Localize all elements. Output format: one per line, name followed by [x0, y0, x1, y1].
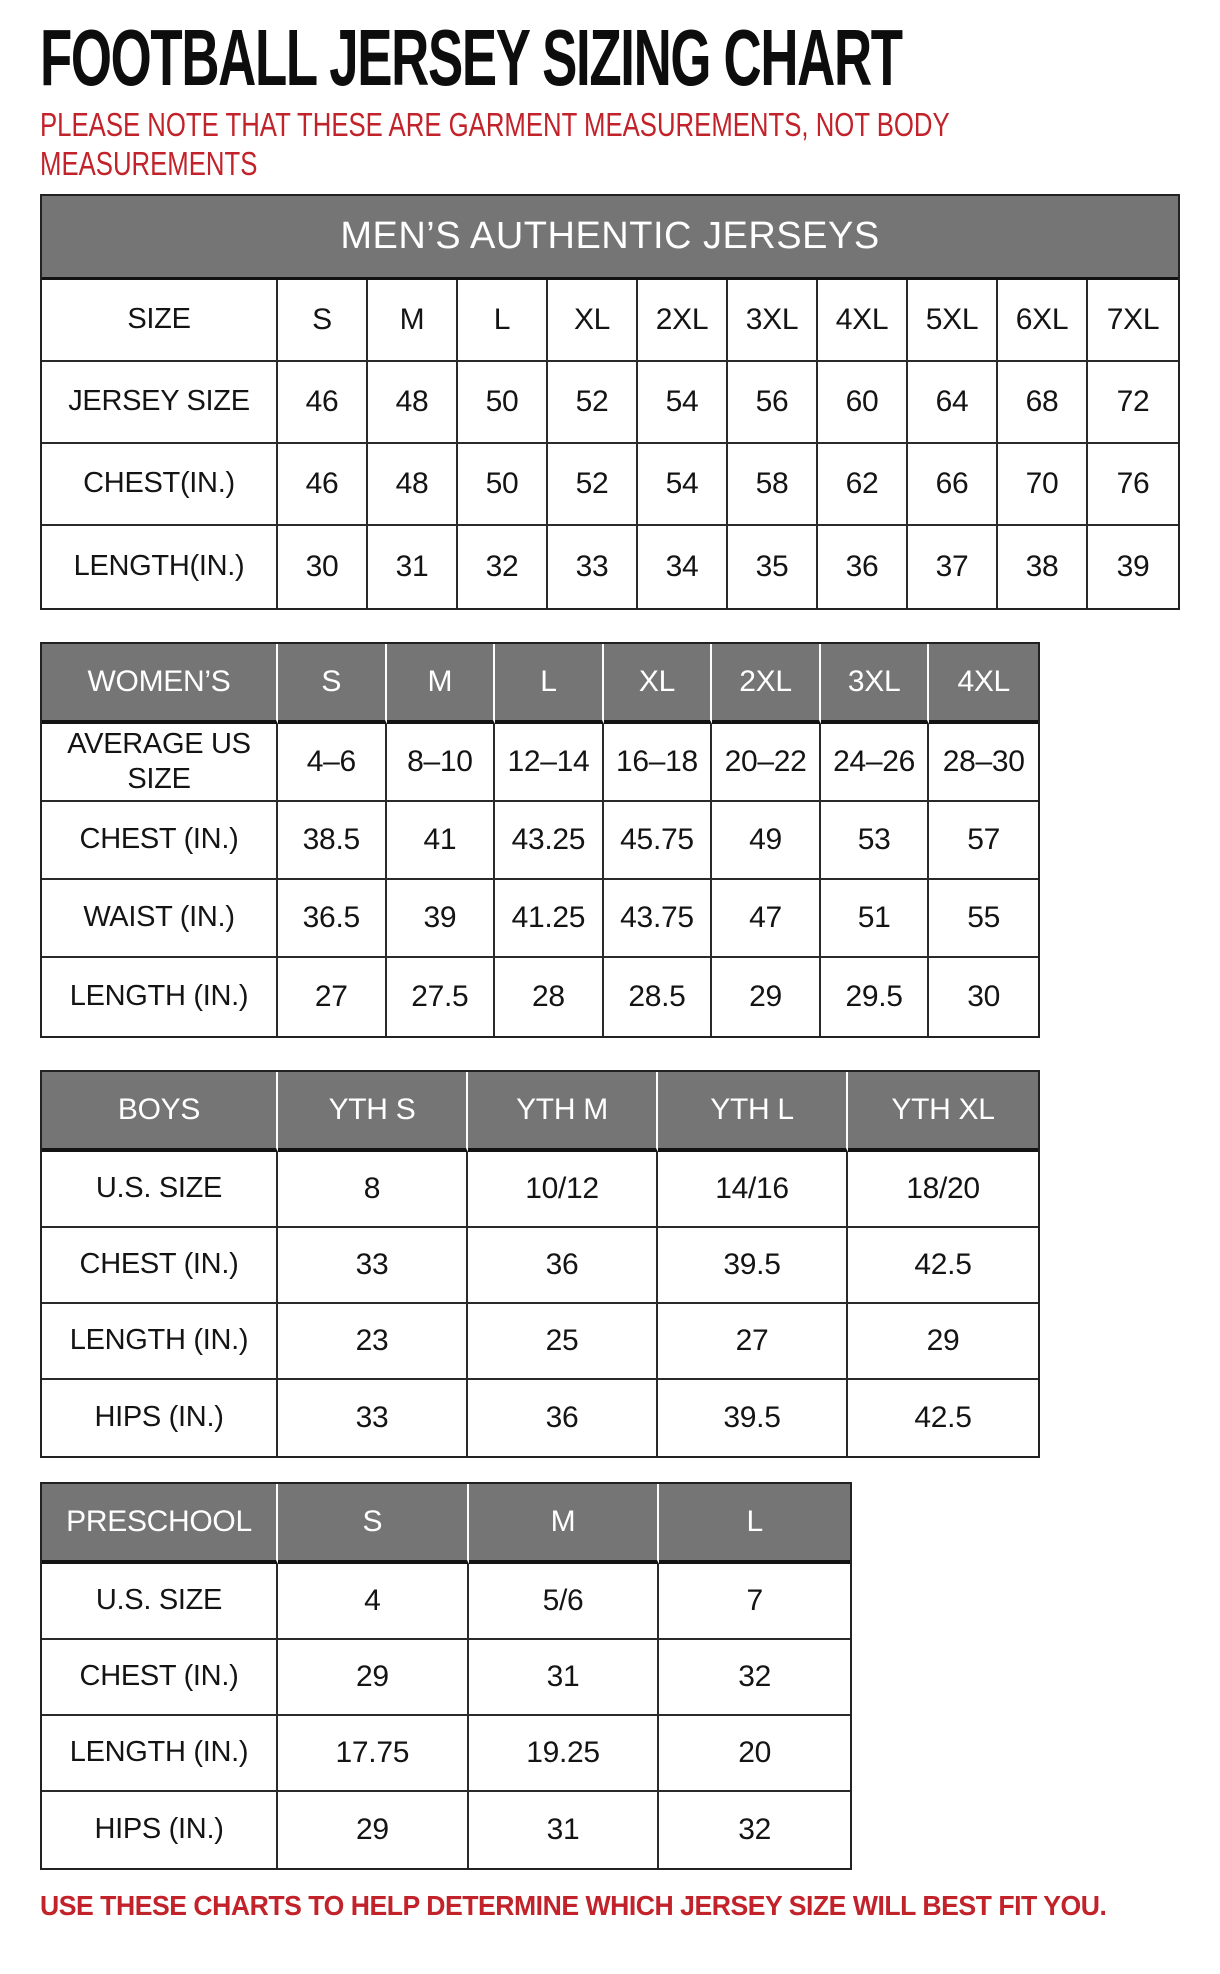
column-header: M	[469, 1484, 660, 1564]
table-cell: 28–30	[929, 724, 1038, 802]
table-cell: 43.75	[604, 880, 713, 958]
table-cell: 76	[1088, 444, 1178, 526]
boys-header-label: BOYS	[42, 1072, 278, 1152]
table-cell: 17.75	[278, 1716, 469, 1792]
table-cell: 72	[1088, 362, 1178, 444]
table-cell: 51	[821, 880, 930, 958]
table-row	[42, 880, 1038, 958]
table-cell: M	[368, 280, 458, 362]
table-cell: 36	[468, 1228, 658, 1304]
table-cell: 70	[998, 444, 1088, 526]
row-label: U.S. SIZE	[42, 1152, 278, 1228]
table-cell: 54	[638, 444, 728, 526]
table-cell: 30	[278, 526, 368, 608]
table-cell: 57	[929, 802, 1038, 880]
boys-jerseys-table	[40, 1070, 1040, 1458]
table-row	[42, 958, 1038, 1036]
row-label: WAIST (IN.)	[42, 880, 278, 958]
table-cell: 25	[468, 1304, 658, 1380]
column-header: 4XL	[929, 644, 1038, 724]
row-label: HIPS (IN.)	[42, 1380, 278, 1456]
page-title: FOOTBALL JERSEY SIZING CHART	[40, 13, 902, 102]
table-cell: 39.5	[658, 1380, 848, 1456]
womens-header-row	[42, 644, 1038, 724]
table-cell: 4XL	[818, 280, 908, 362]
table-cell: 16–18	[604, 724, 713, 802]
row-label: U.S. SIZE	[42, 1564, 278, 1640]
row-label: LENGTH (IN.)	[42, 1304, 278, 1380]
table-cell: 24–26	[821, 724, 930, 802]
table-cell: 32	[738, 1812, 772, 1846]
table-cell: 3XL	[728, 280, 818, 362]
table-cell: 6XL	[998, 280, 1088, 362]
table-cell: 36	[468, 1380, 658, 1456]
table-row	[42, 1380, 1038, 1456]
table-cell: 46	[278, 362, 368, 444]
table-cell: 45.75	[604, 802, 713, 880]
row-label: CHEST (IN.)	[42, 1228, 278, 1304]
table-cell: 33	[278, 1228, 468, 1304]
table-cell: 29	[848, 1304, 1038, 1380]
table-cell: 42.5	[914, 1400, 972, 1434]
table-cell: 68	[998, 362, 1088, 444]
table-cell: 5/6	[469, 1564, 660, 1640]
preschool-header-label: PRESCHOOL	[42, 1484, 278, 1564]
table-cell: 29	[278, 1792, 469, 1868]
table-cell: 35	[728, 526, 818, 608]
table-cell: 36.5	[278, 880, 387, 958]
table-row	[42, 1640, 850, 1716]
table-cell: 55	[929, 880, 1038, 958]
table-cell: 53	[821, 802, 930, 880]
table-cell: 60	[818, 362, 908, 444]
column-header: M	[387, 644, 496, 724]
row-label: LENGTH (IN.)	[42, 1716, 278, 1792]
note-line-1: PLEASE NOTE THAT THESE ARE GARMENT MEASUREMENTS, NOT BODY	[40, 106, 950, 143]
table-cell: 19.25	[469, 1716, 660, 1792]
table-cell: 27.5	[387, 958, 496, 1036]
table-row	[42, 1792, 850, 1868]
table-cell: 14/16	[658, 1152, 848, 1228]
column-header: L	[659, 1484, 850, 1564]
table-cell: 49	[712, 802, 821, 880]
table-cell: 58	[728, 444, 818, 526]
table-cell: 48	[368, 362, 458, 444]
column-header: YTH M	[468, 1072, 658, 1152]
table-cell: 29.5	[821, 958, 930, 1036]
table-cell: 27	[658, 1304, 848, 1380]
footer-note: USE THESE CHARTS TO HELP DETERMINE WHICH JERSEY SIZE WILL BEST FIT YOU.	[40, 1889, 1107, 1921]
table-row	[42, 724, 1038, 802]
column-header: 3XL	[821, 644, 930, 724]
table-cell: 7XL	[1088, 280, 1178, 362]
row-label: HIPS (IN.)	[42, 1792, 278, 1868]
table-cell: 8	[278, 1152, 468, 1228]
table-cell: 4	[278, 1564, 469, 1640]
table-cell: XL	[548, 280, 638, 362]
table-cell: 50	[458, 444, 548, 526]
table-cell: 41.25	[495, 880, 604, 958]
mens-banner-title: MEN’S AUTHENTIC JERSEYS	[42, 196, 1178, 280]
table-cell: 10/12	[468, 1152, 658, 1228]
column-header: YTH XL	[848, 1072, 1038, 1152]
table-cell: 34	[638, 526, 728, 608]
table-cell: L	[458, 280, 548, 362]
table-cell: 54	[638, 362, 728, 444]
table-cell: 33	[278, 1380, 468, 1456]
womens-header-label: WOMEN’S	[42, 644, 278, 724]
table-cell: 41	[387, 802, 496, 880]
table-cell: 47	[712, 880, 821, 958]
boys-header-row	[42, 1072, 1038, 1152]
garment-measurement-note	[40, 106, 950, 184]
table-row	[42, 1716, 850, 1792]
table-cell: 18/20	[848, 1152, 1038, 1228]
table-cell: 39	[1116, 549, 1150, 583]
table-cell: 2XL	[638, 280, 728, 362]
preschool-header-row	[42, 1484, 850, 1564]
column-header: XL	[604, 644, 713, 724]
table-cell: 4–6	[278, 724, 387, 802]
table-cell: 46	[278, 444, 368, 526]
table-cell: 33	[548, 526, 638, 608]
note-line-2: MEASUREMENTS	[40, 144, 258, 182]
row-label: AVERAGE US SIZE	[42, 724, 278, 802]
table-row	[42, 444, 1178, 526]
table-cell: 42.5	[848, 1228, 1038, 1304]
table-cell: 27	[278, 958, 387, 1036]
column-header: L	[495, 644, 604, 724]
table-cell: 31	[368, 526, 458, 608]
table-cell: 23	[278, 1304, 468, 1380]
table-cell: 29	[712, 958, 821, 1036]
table-cell: 7	[659, 1564, 850, 1640]
table-cell: 32	[458, 526, 548, 608]
table-cell: 20	[659, 1716, 850, 1792]
table-cell: 5XL	[908, 280, 998, 362]
table-cell: 31	[469, 1640, 660, 1716]
column-header: S	[278, 644, 387, 724]
table-cell: 28	[495, 958, 604, 1036]
table-cell: 36	[818, 526, 908, 608]
row-label: LENGTH (IN.)	[42, 958, 278, 1036]
table-cell: 30	[967, 979, 1001, 1013]
table-cell: 38.5	[278, 802, 387, 880]
table-row	[42, 1152, 1038, 1228]
table-cell: 8–10	[387, 724, 496, 802]
column-header: 2XL	[712, 644, 821, 724]
column-header: YTH L	[658, 1072, 848, 1152]
table-cell: 28.5	[604, 958, 713, 1036]
table-cell: 39.5	[658, 1228, 848, 1304]
table-cell: 31	[469, 1792, 660, 1868]
table-cell: 62	[818, 444, 908, 526]
row-label: LENGTH(IN.)	[42, 526, 278, 608]
table-cell: 52	[548, 444, 638, 526]
mens-banner-row	[42, 196, 1178, 280]
table-row	[42, 1228, 1038, 1304]
table-cell: 39	[387, 880, 496, 958]
table-row	[42, 280, 1178, 362]
table-cell: 20–22	[712, 724, 821, 802]
table-cell: 43.25	[495, 802, 604, 880]
table-cell: 52	[548, 362, 638, 444]
table-cell: 64	[908, 362, 998, 444]
womens-jerseys-table	[40, 642, 1040, 1038]
table-cell: 48	[368, 444, 458, 526]
row-label: JERSEY SIZE	[42, 362, 278, 444]
table-cell: 29	[278, 1640, 469, 1716]
table-cell: 66	[908, 444, 998, 526]
table-cell: 12–14	[495, 724, 604, 802]
mens-authentic-jerseys-table	[40, 194, 1180, 610]
table-cell: 50	[458, 362, 548, 444]
table-cell: S	[278, 280, 368, 362]
column-header: YTH S	[278, 1072, 468, 1152]
row-label: CHEST (IN.)	[42, 1640, 278, 1716]
table-row	[42, 802, 1038, 880]
table-row	[42, 1564, 850, 1640]
row-label: CHEST (IN.)	[42, 802, 278, 880]
row-label: SIZE	[42, 280, 278, 362]
row-label: CHEST(IN.)	[42, 444, 278, 526]
table-cell: 32	[659, 1640, 850, 1716]
table-cell: 38	[998, 526, 1088, 608]
table-row	[42, 362, 1178, 444]
preschool-jerseys-table	[40, 1482, 852, 1870]
table-row	[42, 1304, 1038, 1380]
column-header: S	[278, 1484, 469, 1564]
table-cell: 37	[908, 526, 998, 608]
table-row	[42, 526, 1178, 608]
table-cell: 56	[728, 362, 818, 444]
